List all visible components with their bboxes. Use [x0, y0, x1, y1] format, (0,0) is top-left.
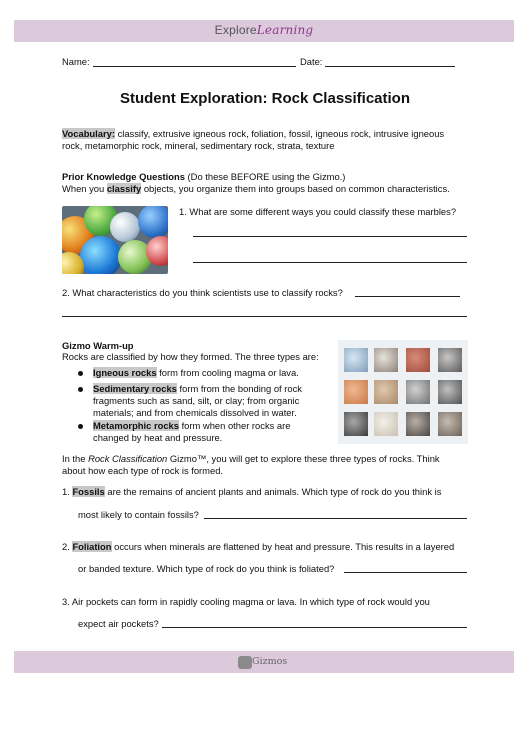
desc-sedimentary-3: materials; and from chemicals dissolved in water.: [93, 407, 297, 418]
term-sedimentary: Sedimentary rocks: [93, 383, 177, 394]
prior-knowledge-note: (Do these BEFORE using the Gizmo.): [187, 171, 346, 182]
desc-metamorphic-2: changed by heat and pressure.: [93, 432, 223, 443]
gizmos-brand: Gizmos: [252, 656, 288, 667]
term-foliation: Foliation: [72, 541, 112, 552]
term-metamorphic: Metamorphic rocks: [93, 420, 179, 431]
bullet-igneous: [78, 371, 83, 376]
type-sedimentary: [93, 383, 333, 419]
bullet-metamorphic: [78, 424, 83, 429]
prior-question-1: 1. What are some different ways you could classify these marbles?: [179, 206, 457, 217]
marbles-image: [62, 206, 168, 274]
name-label: Name:: [62, 56, 90, 67]
date-field[interactable]: [325, 66, 455, 67]
gizmo-name: Rock Classification: [88, 453, 168, 464]
prior-knowledge-heading-row: [62, 171, 345, 183]
warmup-heading: Gizmo Warm-up: [62, 340, 134, 351]
term-fossils: Fossils: [72, 486, 105, 497]
prior-question-2: 2. What characteristics do you think scientists use to classify rocks?: [62, 287, 343, 298]
vocabulary-label: Vocabulary:: [62, 128, 115, 139]
keyword-classify: classify: [106, 183, 142, 194]
desc-igneous: form from cooling magma or lava.: [156, 367, 299, 378]
answer-line-q2a[interactable]: [355, 296, 460, 297]
answer-line-foliation[interactable]: [344, 572, 467, 573]
brand-prefix: Explore: [214, 23, 257, 37]
warmup-intro: Rocks are classified by how they formed. The three types are:: [62, 351, 319, 362]
q2-text-b: or banded texture. Which type of rock do you think is foliated?: [78, 563, 335, 574]
q3-text-b: expect air pockets?: [78, 618, 159, 629]
type-igneous: [93, 367, 333, 379]
page-title: Student Exploration: Rock Classification: [119, 90, 411, 107]
explorelearning-logo: [14, 23, 514, 37]
desc-sedimentary-1: form from the bonding of rock: [176, 383, 302, 394]
q1-number: 1.: [62, 486, 73, 497]
q2-number: 2.: [62, 541, 73, 552]
date-label: Date:: [300, 56, 323, 67]
header-band: [14, 20, 514, 42]
warmup-question-1: [62, 486, 482, 498]
q1-text-b: most likely to contain fossils?: [78, 509, 199, 520]
rock-samples-image: [338, 340, 468, 444]
prior-intro-b: objects, you organize them into groups based on common characteristics.: [143, 183, 450, 194]
warmup-question-3: 3. Air pockets can form in rapidly cooling magma or lava. In which type of rock would you: [62, 596, 430, 607]
q2-text-a: occurs when minerals are flattened by heat and pressure. This results in a layered: [111, 541, 455, 552]
q1-text-a: are the remains of ancient plants and animals. Which type of rock do you think is: [104, 486, 442, 497]
desc-metamorphic-1: form when other rocks are: [178, 420, 291, 431]
prior-intro: [62, 183, 450, 195]
gizmo-intro-line-2: about how each type of rock is formed.: [62, 465, 224, 476]
answer-line-q2b[interactable]: [62, 316, 467, 317]
prior-intro-a: When you: [62, 183, 105, 194]
gizmo-intro-a: In the: [62, 453, 89, 464]
desc-sedimentary-2: fragments such as sand, silt, or clay; from organic: [93, 395, 300, 406]
vocabulary-terms-2: rock, metamorphic rock, mineral, sedimentary rock, strata, texture: [62, 140, 335, 151]
gizmos-logo-icon: [238, 656, 252, 669]
answer-line-q1b[interactable]: [193, 262, 467, 263]
gizmo-intro-line-1: [62, 453, 482, 465]
gizmo-intro-b: Gizmo™, you will get to explore these three types of rocks. Think: [167, 453, 440, 464]
answer-line-air-pockets[interactable]: [162, 627, 467, 628]
type-metamorphic: [93, 420, 333, 444]
answer-line-q1a[interactable]: [193, 236, 467, 237]
term-igneous: Igneous rocks: [93, 367, 157, 378]
prior-knowledge-heading: Prior Knowledge Questions: [62, 171, 185, 182]
brand-suffix: Learning: [256, 23, 314, 37]
bullet-sedimentary: [78, 387, 83, 392]
answer-line-fossils[interactable]: [204, 518, 467, 519]
vocabulary-terms-1: classify, extrusive igneous rock, foliation, fossil, igneous rock, intrusive igneous: [117, 128, 445, 139]
name-field[interactable]: [93, 66, 296, 67]
vocabulary-line-1: [62, 128, 482, 140]
warmup-question-2: [62, 541, 482, 553]
